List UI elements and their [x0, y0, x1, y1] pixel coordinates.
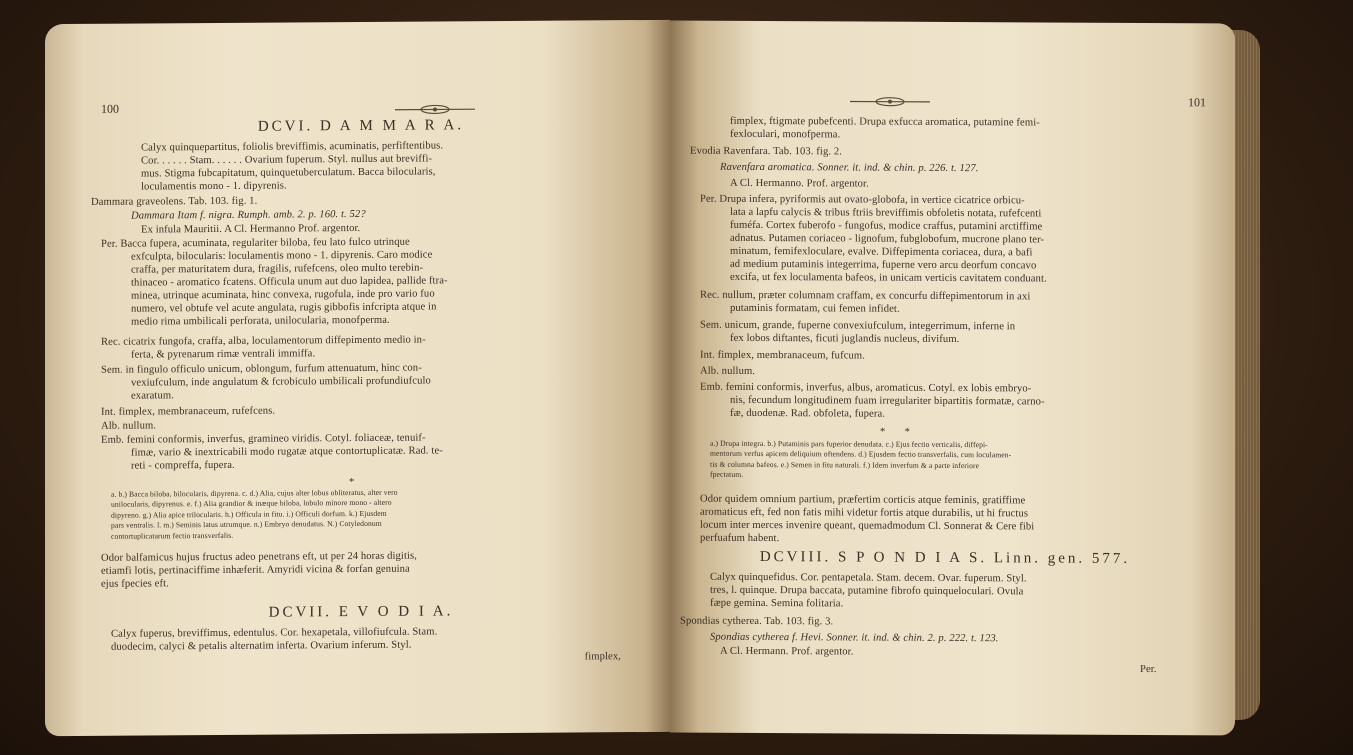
text-line: Cor. . . . . . Stam. . . . . . Ovarium fuperum. Styl. nullus aut breviffi-	[141, 153, 433, 167]
text-line: fex lobos diftantes, ficuti juglandis nucleus, divifum.	[730, 332, 960, 346]
continued-text	[730, 115, 1040, 143]
text-line: minea, utrinque acuminata, hinc convexa, rugofula, inde pro vario fuo	[131, 288, 435, 302]
integument-line: Int. fimplex, membranaceum, rufefcens.	[101, 405, 276, 418]
note-line: contortuplicatarum fectio transverfalis.	[111, 530, 234, 541]
species-heading-spondias: Spondias cytherea. Tab. 103. fig. 3.	[680, 615, 834, 628]
text-line: ejus fpecies eft.	[101, 578, 169, 590]
text-line: Calyx quinquepartitus, foliolis breviffimis, acuminatis, perfiftentibus.	[141, 140, 444, 154]
note-line: a. b.) Bacca biloba, bilocularis, dipyrena. c. d.) Alia, cujus alter lobus obliteratus, alter vero	[111, 487, 398, 499]
text-line: lata a lapfu calycis & tribus ftriis breviffimis obfoletis notata, rufefcenti	[730, 206, 1042, 220]
text-line: adnatus. Putamen coriaceo - lignofum, fubglobofum, mucrone plano ter-	[730, 232, 1045, 246]
text-line: Rec. cicatrix fungofa, craffa, alba, loculamentorum diffepimento medio in-	[101, 334, 426, 348]
ornament-left	[395, 101, 475, 112]
left-page	[45, 20, 670, 736]
text-line: fexloculari, monofperma.	[730, 128, 841, 141]
text-line: nis, fecundum longitudinem fuam irregulariter bipartitis formatæ, carno-	[730, 394, 1045, 408]
text-line: Emb. femini conformis, inverfus, gramineo viridis. Cotyl. foliaceæ, tenuif-	[101, 432, 426, 446]
seed-section	[700, 319, 1015, 347]
note-line: dipyreno. g.) Alia apice trilocularis. h.) Officula in fitu. i.) Officuli dorfum. k.) Ejusdem	[111, 508, 387, 520]
species-heading: Dammara graveolens. Tab. 103. fig. 1.	[91, 195, 258, 208]
reference-line: Ravenfara aromatica. Sonner. it. ind. & chin. p. 226. t. 127.	[720, 161, 979, 175]
receptacle-section	[101, 334, 426, 362]
text-line: mus. Stigma fubcapitatum, quinquetuberculatum. Bacca bilocularis,	[141, 166, 436, 180]
spondias-description	[710, 571, 1027, 612]
text-line: Sem. unicum, grande, fuperne convexiufculum, integerrimum, inferne in	[700, 319, 1016, 333]
right-page	[670, 21, 1235, 736]
text-line: Sem. in fingulo officulo unicum, oblongum, furfum attenuatum, hinc con-	[101, 362, 422, 376]
source-line: A Cl. Hermann. Prof. argentor.	[720, 645, 854, 658]
text-line: craffa, per maturitatem dura, fragilis, rufefcens, oleo multo terebin-	[131, 262, 424, 276]
asterism: * *	[880, 426, 911, 438]
text-line: Odor balfamicus hujus fructus adeo penetrans eft, ut per 24 horas digitis,	[101, 550, 418, 564]
text-line: Odor quidem omnium partium, præfertim corticis atque feminis, gratiffime	[700, 493, 1026, 507]
note-line: unilocularis, dipyrenus. e. f.) Alia grandior & inæque biloba, lobulo minore mono - altero	[111, 498, 392, 510]
albumen-line: Alb. nullum.	[101, 420, 157, 432]
genus-heading-dammara: DCVI. D A M M A R A.	[257, 117, 465, 135]
source-line: A Cl. Hermanno. Prof. argentor.	[730, 177, 869, 190]
note-line: tis & columna bafeos. e.) Semen in fitu naturali. f.) Idem inverfum & a parte inferiore	[710, 459, 980, 470]
text-line: Emb. femini conformis, inverfus, albus, aromaticus. Cotyl. ex lobis embryo-	[700, 381, 1032, 395]
albumen-line: Alb. nullum.	[700, 365, 756, 377]
note-line: fpectatum.	[710, 469, 744, 480]
evodia-description	[111, 624, 621, 667]
asterism: *	[349, 477, 355, 489]
reference-line: Spondias cytherea f. Hevi. Sonner. it. ind. & chin. 2. p. 222. t. 123.	[710, 631, 999, 645]
embryo-section	[700, 381, 1045, 422]
note-line: mentorum verfus apicem deliquium oftendens. d.) Ejusdem fectio transverfalis, cum loculamen-	[710, 449, 1012, 460]
ornament-right	[850, 93, 930, 103]
text-line: ad medium putaminis integerrima, fuperne vero arcu deorfum concavo	[730, 258, 1037, 272]
text-line: fæ, duodenæ. Rad. obfoleta, fupera.	[730, 407, 886, 420]
text-line: thinaceo - aromatico fcatens. Officula unum aut duo lapidea, pallide ftra-	[131, 275, 448, 289]
reference-line: Dammara Itam f. nigra. Rumph. amb. 2. p. 160. t. 52?	[131, 208, 366, 222]
text-line: Per. Bacca fupera, acuminata, regulariter biloba, feu lato fulco utrinque	[101, 236, 410, 250]
text-line: reti - compreffa, fupera.	[131, 459, 235, 472]
text-line: perfuafum habent.	[700, 532, 780, 545]
odor-paragraph	[700, 493, 1034, 547]
text-line: locum inter merces invenire queant, quemadmodum Cl. Sonnerat & Cere fibi	[700, 519, 1035, 533]
text-line: fimplex, ftigmate pubefcenti. Drupa exfucca aromatica, putamine femi-	[730, 115, 1040, 129]
seed-section	[101, 361, 431, 402]
text-line: loculamentis mono - 1. dipyrenis.	[141, 180, 287, 193]
catchword: fimplex,	[584, 651, 621, 663]
text-line: putaminis formatam, cui femen infidet.	[730, 302, 900, 315]
figure-notes	[111, 486, 621, 542]
catchword: Per.	[1140, 663, 1157, 676]
text-line: Calyx fuperus, breviffimus, edentulus. Cor. hexapetala, villofiufcula. Stam.	[111, 626, 438, 640]
text-line: fimæ, vario & inextricabili modo rugatæ atque contortuplicatæ. Rad. te-	[131, 445, 443, 459]
text-line: Calyx quinquefidus. Cor. pentapetala. Stam. decem. Ovar. fuperum. Styl.	[710, 571, 1027, 585]
note-line: a.) Drupa integra. b.) Putaminis pars fuperior denudata. c.) Ejus fectio verticalis, diffepi-	[710, 438, 988, 450]
species-heading: Evodia Ravenfara. Tab. 103. fig. 2.	[690, 145, 843, 158]
source-line: Ex infula Mauritii. A Cl. Hermanno Prof. argentor.	[141, 222, 361, 236]
text-line: Per. Drupa infera, pyriformis aut ovato-globofa, in vertice cicatrice orbicu-	[700, 193, 1025, 207]
text-line: vexiufculum, inde angulatum & fcrobiculo umbilicali profundiufculo	[131, 375, 431, 389]
text-line: aromaticus eft, fed non fatis mihi videtur fortis atque durabilis, ut hi fructus	[700, 506, 1029, 520]
pericarp-section	[700, 193, 1047, 286]
text-line: minatum, femifexloculare, evalve. Diffepimenta coriacea, dura, a bafi	[730, 245, 1033, 259]
text-line: excifa, ut fex loculamenta bafeos, in unicam verticis cavitatem conduant.	[730, 271, 1047, 285]
dammara-description	[141, 139, 443, 193]
text-line: exfculpta, bilocularis: loculamentis mono - 1. dipyrenis. Caro modice	[131, 249, 433, 263]
genus-heading-evodia: DCVII. E V O D I A.	[268, 603, 454, 621]
text-line: exaratum.	[131, 390, 174, 402]
page-number-right: 101	[1188, 95, 1206, 110]
text-line: tres, l. quinque. Drupa baccata, putamine fibrofo quinqueloculari. Ovula	[710, 584, 1024, 598]
note-line: pars ventralis. l. m.) Seminis latus utrumque. n.) Embryo denudatus. N.) Cotyledonum	[111, 519, 382, 530]
text-line: medio rima umbilicali perforata, unilocularia, monofperma.	[131, 314, 390, 328]
page-number-left: 100	[101, 101, 119, 116]
text-line: duodecim, calyci & petalis alternatim inferta. Ovarium inferum. Styl.	[111, 639, 412, 653]
text-line: etiamfi lotis, pertinaciffime inhæferit. Amyridi vicina & forfan genuina	[101, 563, 410, 577]
text-line: ferta, & pyrenarum rimæ ventrali immiffa.	[131, 348, 316, 361]
odor-paragraph	[101, 550, 417, 591]
embryo-section	[101, 431, 443, 472]
text-line: numero, vel obtufe vel acute angulata, rugis gibbofis infcripta atque in	[131, 301, 437, 315]
figure-notes	[710, 439, 1180, 483]
text-line: fuméfa. Cortex fuberofo - fungofus, modice craffus, putamini arctiffime	[730, 219, 1043, 233]
text-line: fæpe gemina. Semina folitaria.	[710, 597, 844, 610]
receptacle-section	[700, 289, 1030, 317]
text-line: Rec. nullum, præter columnam craffam, ex concurfu diffepimentorum in axi	[700, 289, 1031, 303]
pericarp-section	[101, 235, 448, 328]
genus-heading-spondias: DCVIII. S P O N D I A S. Linn. gen. 577.	[759, 548, 1131, 567]
integument-line: Int. fimplex, membranaceum, fufcum.	[700, 349, 865, 362]
